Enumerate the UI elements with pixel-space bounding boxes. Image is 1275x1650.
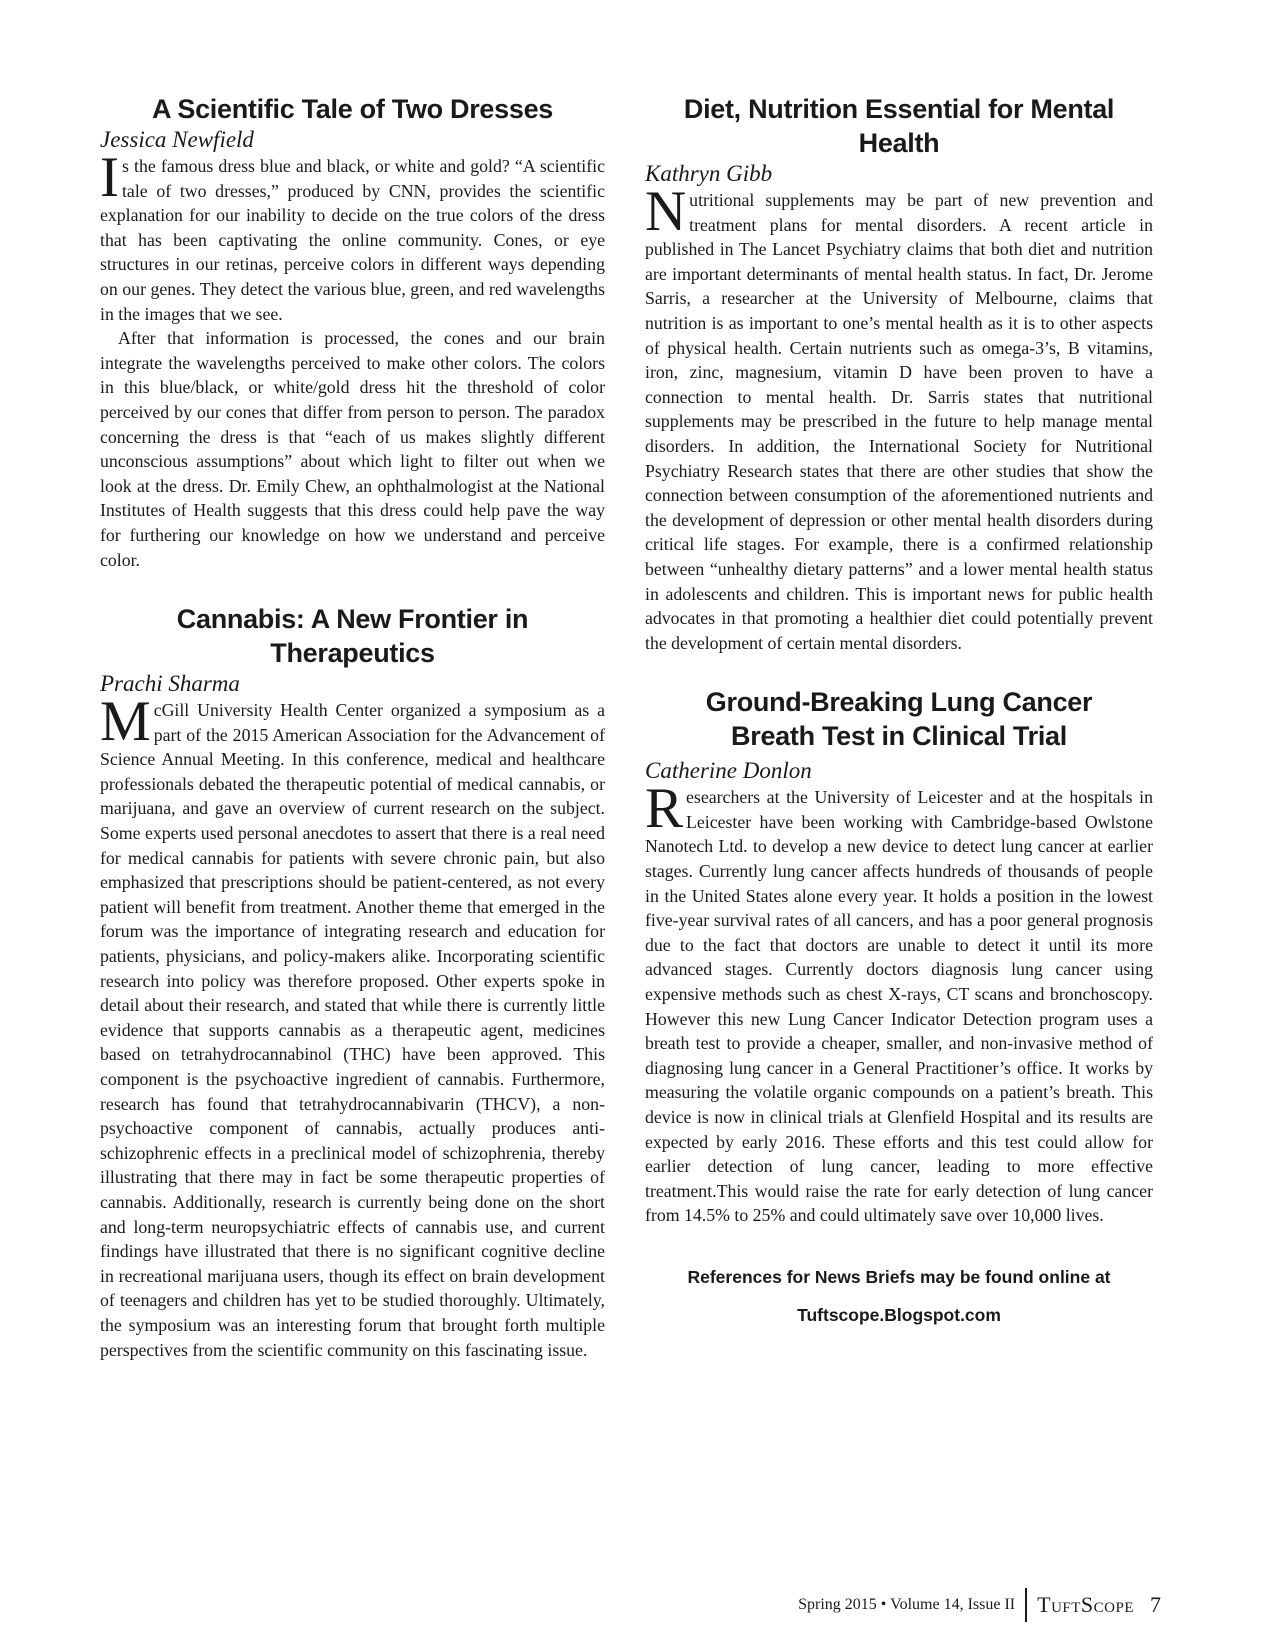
- right-column: [645, 92, 1153, 1334]
- page-number: 7: [1150, 1592, 1161, 1617]
- publication-name: TuftScope: [1037, 1592, 1134, 1617]
- paragraph: esearchers at the University of Leicester and at the hospitals in Leicester have been working with Cambridge-based Owlstone Nanotech Ltd. to develop a new device to detect lung cancer at earlier stages. Currently lung cancer affects hundreds of thousands of people in the United States alone every year. It holds a position in the lowest five-year survival rates of all cancers, and has a poor general prognosis due to the fact that doctors are unable to detect it until its more advanced stages. Currently doctors diagnosis lung cancer using expensive methods such as chest X-rays, CT scans and bronchoscopy. However this new Lung Cancer Indicator Detection program uses a breath test to provide a cheaper, smaller, and non-invasive method of diagnosing lung cancer in a General Practitioner’s office. It works by measuring the volatile organic compounds on a patient’s breath. This device is now in clinical trials at Glenfield Hospital and its results are expected by early 2016. These efforts and this test could allow for earlier detection of lung cancer, leading to more effective treatment.This would raise the rate for early detection of lung cancer from 14.5% to 25% and could ultimately save over 10,000 lives.: [645, 787, 1153, 1226]
- left-column: [100, 92, 605, 1386]
- references-link[interactable]: Tuftscope.Blogspot.com: [797, 1304, 1001, 1325]
- article-lung-cancer: [645, 685, 1153, 1228]
- article-diet-nutrition: [645, 92, 1153, 655]
- paragraph: After that information is processed, the cones and our brain integrate the wavelengths perceived to make other colors. The colors in this blue/black, or white/gold dress hit the threshold of color perceived by our cones that differ from person to person. The paradox concerning the dress is that “each of us makes slightly different unconscious assumptions” about which light to filter out when we look at the dress. Dr. Emily Chew, an ophthalmologist at the National Institutes of Health suggests that this dress could help pave the way for furthering our knowledge on how we understand and perceive color.: [100, 328, 605, 570]
- article-title: Diet, Nutrition Essential for Mental Health: [683, 94, 1115, 158]
- article-body: [645, 180, 1153, 655]
- article-body: [100, 690, 605, 1362]
- paragraph: utritional supplements may be part of new prevention and treatment plans for mental disorders. A recent article in published in The Lancet Psychiatry claims that both diet and nutrition are important determinants of mental health status. In fact, Dr. Jerome Sarris, a researcher at the University of Melbourne, claims that nutrition is as important to one’s mental health as it is to other aspects of physical health. Certain nutrients such as omega-3’s, B vitamins, iron, zinc, magnesium, vitamin D have been proven to have a connection to mental health. Dr. Sarris states that nutritional supplements may be prescribed in the future to help manage mental disorders. In addition, the International Society for Nutritional Psychiatry Research states that there are other studies that show the connection between consumption of the aforementioned nutrients and the development of depression or other mental health disorders during critical life stages. For example, there is a confirmed relationship between “unhealthy dietary patterns” and a lower mental health status in adolescents and children. This is important news for public health advocates in that promoting a healthier diet could potentially prevent the development of certain mental disorders.: [645, 190, 1153, 653]
- article-author: Prachi Sharma: [100, 671, 240, 697]
- article-author: Catherine Donlon: [645, 758, 812, 784]
- article-body: [645, 777, 1153, 1228]
- paragraph: s the famous dress blue and black, or white and gold? “A scientific tale of two dresses,” produced by CNN, provides the scientific explanation for our inability to decide on the true colors of the dress that has been captivating the online community. Cones, or eye structures in our retinas, perceive colors in different ways depending on our genes. They detect the various blue, green, and red wavelengths in the images that we see.: [100, 156, 605, 324]
- references-note: [645, 1258, 1153, 1334]
- footer-divider: [1025, 1588, 1027, 1622]
- article-two-dresses: [100, 92, 605, 572]
- article-title: Cannabis: A New Frontier in Therapeutics: [176, 604, 529, 669]
- drop-cap: R: [645, 777, 684, 841]
- article-author: Jessica Newfield: [100, 127, 254, 152]
- issue-info: Spring 2015 • Volume 14, Issue II: [798, 1596, 1016, 1613]
- paragraph: cGill University Health Center organized a symposium as a part of the 2015 American Association for the Advancement of Science Annual Meeting. In this conference, medical and healthcare professionals debated the therapeutic potential of medical cannabis, or marijuana, and gave an overview of current research on the subject. Some experts used personal anecdotes to assert that there is a real need for medical cannabis for patients with severe chronic pain, but also emphasized that prescriptions should be patient-centered, as not every patient will benefit from treatment. Another theme that emerged in the forum was the importance of integrating research and education for patients, physicians, and policy-makers alike. Incorporating scientific research into policy was therefore proposed. Other experts spoke in detail about their research, and stated that while there is currently little evidence that supports cannabis as a therapeutic agent, medicines based on tetrahydrocannabinol (THC) have been approved. This component is the psychoactive ingredient of cannabis. Furthermore, research has found that tetrahydrocannabivarin (THCV), a non-psychoactive component of cannabis, actually produces anti-schizophrenic effects in a preclinical model of schizophrenia, thereby illustrating that there may in fact be some therapeutic properties of cannabis. Additionally, research is currently being done on the short and long-term neuropsychiatric effects of cannabis use, and current findings have illustrated that there is no significant cognitive decline in recreational marijuana users, though its effect on brain development of teenagers and children has yet to be studied thoroughly. Ultimately, the symposium was an interesting forum that brought forth multiple perspectives from the scientific community on this fascinating issue.: [100, 700, 605, 1360]
- drop-cap: I: [100, 146, 119, 209]
- page-footer: [798, 1588, 1161, 1622]
- article-body: [100, 146, 605, 572]
- article-title: Ground-Breaking Lung Cancer Breath Test in Clinical Trial: [705, 687, 1093, 752]
- article-author: Kathryn Gibb: [645, 161, 773, 186]
- article-cannabis: [100, 602, 605, 1362]
- drop-cap: N: [645, 180, 687, 243]
- references-text: References for News Briefs may be found online at: [687, 1266, 1111, 1287]
- article-title: A Scientific Tale of Two Dresses: [151, 94, 554, 124]
- drop-cap: M: [100, 690, 151, 754]
